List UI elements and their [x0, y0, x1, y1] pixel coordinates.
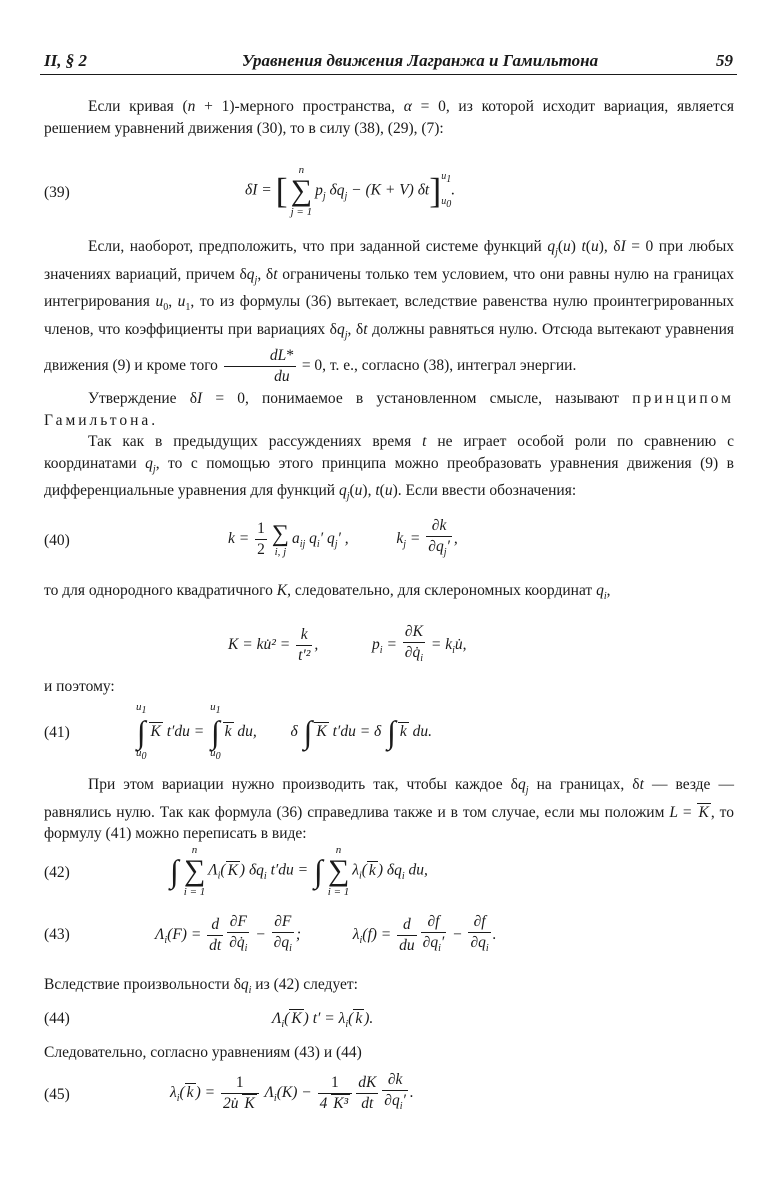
- paragraph-7: При этом вариации нужно производить так, чтобы каждое $\delta q_j$ на границах, δt — везде — равнялись нулю. Так как формула (36) справедлива также и в том случае, если мы положим L = K , то формулу (41) можно переписать в виде:: [44, 776, 735, 843]
- paragraph-5: то для однородного квадратичного K, следовательно, для склерономных координат $q_i$,: [44, 582, 611, 603]
- equation-42: [0, 842, 777, 906]
- equation-body: K = ku̇² = $\frac{k}{\text{t′²}}$ , $p_i$ = $\frac{\partial K}{\partial q̇_i}$ = $k_iu̇$,: [228, 623, 467, 665]
- equation-body: k = $\frac{1}{2}$ ∑ i, j $a_{ij}$ $q_i'$ $q_j'$ , $k_j$ = $\frac{\partial k}{\partial q_j'}$ ,: [228, 517, 458, 559]
- equation-body: $\Lambda_i(F)$ = $\frac{d}{dt}$ $\frac{\partial F}{\partial q̇_i}$ − $\frac{\partial F}{\partial q_i}$ ; $\lambda_i(f)$ = $\frac{d}{du}$ $\frac{\partial f}{\partial q_i'}$ − $\frac{\partial f}{\partial q_i}$ .: [155, 913, 497, 955]
- equation-39: [0, 160, 777, 230]
- equation-number: (39): [44, 184, 70, 201]
- paragraph-8: Вследствие произвольности $\delta q_i$ из (42) следует:: [44, 976, 358, 997]
- equation-body: $\lambda_i$( k ) = $\frac{1}{2u̇ K}$ $\Lambda_i(K)$ − $\frac{1}{\text{4 K³}}$ $\frac{dK}{dt}$ $\frac{\partial k}{\partial q_i'}$ .: [170, 1071, 414, 1113]
- equation-body: δI = [ n ∑ j = 1 $p_j$ $\delta q_j - (K + V)$ δt] $u_1$ $u_0$ .: [245, 164, 456, 218]
- equation-number: (45): [44, 1086, 70, 1103]
- equation-41: [0, 700, 777, 766]
- equation-body: $u_1$ ∫ $u_0$ K t′du = $u_1$ ∫ $u_0$ k du, δ ∫ K t′du = δ ∫ k du.: [136, 701, 433, 763]
- paragraph-2: Если, наоборот, предположить, что при заданной системе функций $q_j(u)$ t(u), δI = 0 при любых значениях вариаций, причем $\delta q_j$, δt ограничены только тем условием, что они равны нулю на границах интегрирования $u_0$, $u_1$, то из формулы (36) вытекает, вследствие равенства нулю проинтегрированных членов, что коэффициенты при вариациях $\delta q_j$, δt должны равняться нулю. Отсюда вытекают уравнения движения (9) и кроме того $\frac{dL*}{du}$ = 0, т. е., согласно (38), интеграл энергии.: [44, 238, 735, 386]
- running-title: Уравнения движения Лагранжа и Гамильтона: [241, 51, 599, 70]
- page-number: 59: [716, 51, 733, 70]
- paragraph-4: Так как в предыдущих рассуждениях время t не играет особой роли по сравнению с координатами $q_j$, то с помощью этого принципа можно преобразовать уравнения движения (9) в дифференциальные уравнения для функций $q_j(u)$, t(u). Если ввести обозначения:: [44, 433, 735, 503]
- equation-number: (42): [44, 864, 70, 881]
- equation-body: $\Lambda_i$( K ) $t' = \lambda_i$( k ).: [272, 1010, 374, 1031]
- paragraph-9: Следовательно, согласно уравнениям (43) и (44): [44, 1044, 362, 1061]
- equation-body: ∫ n ∑ i = 1 $\Lambda_i$( K ) $\delta q_i$ t′du = ∫ n ∑ i = 1 $\lambda_i$( k ) $\delta q_i$ du,: [170, 844, 428, 898]
- paragraph-3: Утверждение δI = 0, понимаемое в установленном смысле, называют принципом Гамильтона.: [44, 390, 734, 429]
- equation-unnumbered: [0, 620, 777, 678]
- equation-number: (44): [44, 1010, 70, 1027]
- equation-45: [0, 1068, 777, 1128]
- equation-40: [0, 512, 777, 576]
- equation-44: [0, 1004, 777, 1034]
- equation-number: (43): [44, 926, 70, 943]
- paragraph-1: Если кривая (n + 1)-мерного пространства, α = 0, из которой исходит вариация, является решением уравнений движения (30), то в силу (38), (29), (7):: [44, 98, 734, 137]
- header-rule: [40, 74, 737, 75]
- running-header: [40, 46, 737, 74]
- equation-number: (40): [44, 532, 70, 549]
- equation-43: [0, 910, 777, 966]
- paragraph-6: и поэтому:: [44, 678, 115, 695]
- equation-number: (41): [44, 724, 70, 741]
- section-label: II, § 2: [44, 51, 87, 70]
